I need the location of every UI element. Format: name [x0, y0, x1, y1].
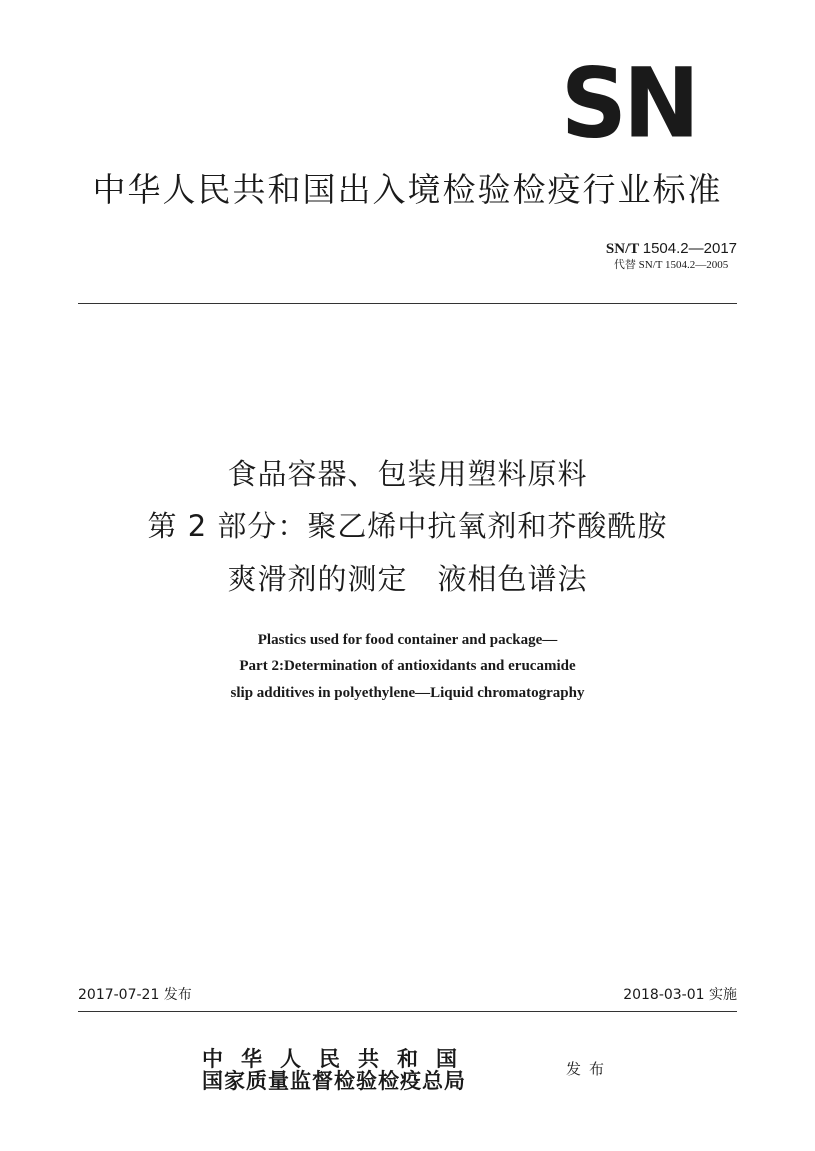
header-divider	[78, 303, 737, 304]
title-en-line-2: Part 2:Determination of antioxidants and erucamide	[239, 658, 576, 674]
issuer-line-2: 国家质量监督检验检疫总局	[202, 1068, 466, 1093]
sn-logo: SN	[560, 47, 696, 160]
standard-code	[606, 240, 737, 258]
footer-divider	[78, 1011, 737, 1012]
standard-code-block	[606, 240, 737, 272]
implementation-date: 2018-03-01 实施	[623, 987, 737, 1003]
replaces-standard: 代替 SN/T 1504.2—2005	[613, 259, 729, 271]
issuer-line-1: 中华人民共和国	[202, 1046, 475, 1071]
title-zh-line-2: 第 2 部分：聚乙烯中抗氧剂和芥酸酰胺	[147, 509, 668, 543]
standard-code-number: 1504.2—2017	[642, 240, 737, 257]
title-en-line-1: Plastics used for food container and package—	[257, 632, 558, 648]
publish-label: 发布	[566, 1060, 613, 1078]
title-en-line-3: slip additives in polyethylene—Liquid chromatography	[230, 685, 585, 701]
standard-code-prefix: SN/T	[605, 241, 643, 257]
title-zh-line-1: 食品容器、包装用塑料原料	[227, 457, 588, 491]
title-zh-line-3: 爽滑剂的测定 液相色谱法	[227, 562, 588, 596]
issuing-authority-title: 中华人民共和国出入境检验检疫行业标准	[92, 170, 723, 209]
issue-date: 2017-07-21 发布	[78, 987, 192, 1003]
